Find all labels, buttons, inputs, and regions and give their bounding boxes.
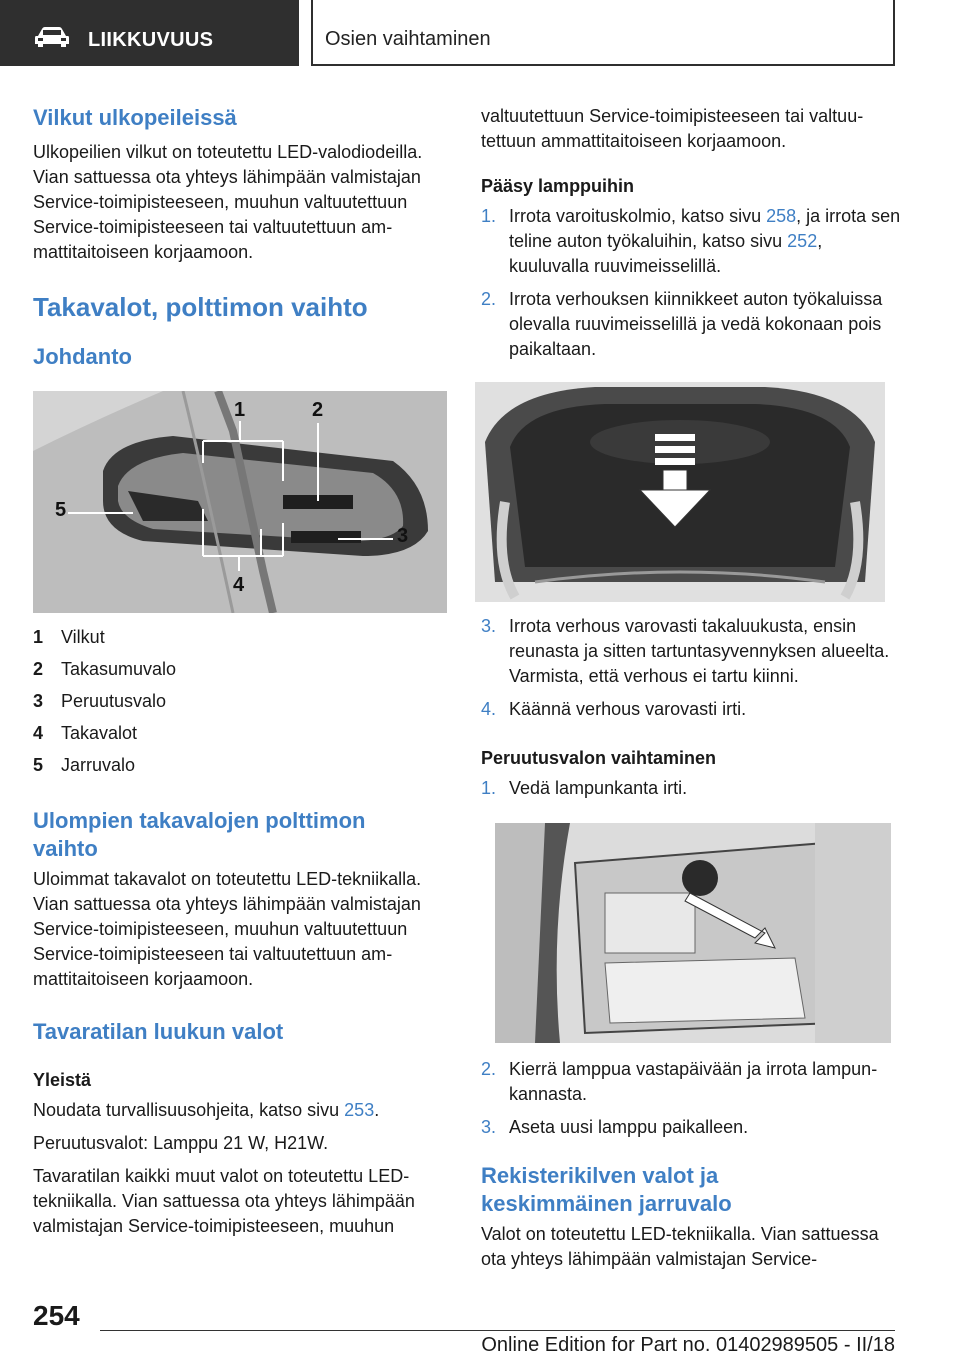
step-item <box>481 614 901 689</box>
continuation-text: valtuutettuun Service-toimipisteeseen tai valtuutettuun ammattitaitoiseen korjaamoon. <box>481 106 864 151</box>
right-column <box>481 98 901 1272</box>
legend-item <box>33 717 453 749</box>
peruutus-steps <box>481 1057 901 1140</box>
step-text: Vedä lampunkanta irti. <box>509 778 688 798</box>
step-item <box>481 1115 901 1140</box>
bulb-holder-illustration <box>495 823 891 1043</box>
legend-number: 1 <box>33 627 44 647</box>
yleista-safety <box>33 1098 453 1123</box>
step-text: Kierrä lamppua vastapäivään ja irrota lampunkannasta. <box>509 1059 878 1104</box>
vilkut-text: Ulkopeilien vilkut on toteutettu LED-valodiodeilla. Vian sattuessa ota yhteys lähimpään valmistajan Service-toimipisteeseen, muuhun valtuutettuun Service-toimipisteeseen tai valtuutettuun ammattitaitoiseen korjaamoon. <box>33 142 423 262</box>
johdanto-heading: Johdanto <box>33 344 132 369</box>
yleista-bulbs: Peruutusvalot: Lamppu 21 W, H21W. <box>33 1133 329 1153</box>
step-number: 3. <box>481 1117 497 1137</box>
vilkut-heading: Vilkut ulkopeileissä <box>33 105 237 130</box>
figure-label-5: 5 <box>55 499 67 521</box>
chapter-title: Osien vaihtaminen <box>325 28 491 50</box>
step-item <box>481 1057 901 1107</box>
legend-item <box>33 653 453 685</box>
paasy-steps-cont <box>481 614 901 722</box>
step-number: 4. <box>481 699 497 719</box>
step-text: Irrota verhouksen kiinnikkeet auton työkaluissa olevalla ruuvimeisselillä ja vedä kokonaan pois paikaltaan. <box>509 289 883 359</box>
page-link-252[interactable]: 252 <box>787 231 818 251</box>
figure-label-1: 1 <box>234 399 246 421</box>
page-link-258[interactable]: 258 <box>766 206 797 226</box>
step-number: 2. <box>481 289 497 309</box>
page-number: 254 <box>33 1300 80 1331</box>
peruutus-heading: Peruutusvalon vaihtaminen <box>481 748 717 768</box>
step-item <box>481 204 901 279</box>
step-text: Irrota verhous varovasti takaluukusta, ensin reunasta ja sitten tartuntasyvennyksen alueelta. Varmista, että verhous ei tartu kiinni. <box>509 616 890 686</box>
step-number: 2. <box>481 1059 497 1079</box>
step-text: Käännä verhous varovasti irti. <box>509 699 747 719</box>
step-number: 1. <box>481 778 497 798</box>
legend-number: 4 <box>33 723 44 743</box>
figure-label-3: 3 <box>397 525 409 547</box>
paasy-heading: Pääsy lamppuihin <box>481 176 635 196</box>
legend-number: 3 <box>33 691 44 711</box>
legend-text: Takavalot <box>61 723 138 743</box>
trunk-lid-figure <box>475 382 885 602</box>
bulb-holder-figure <box>495 823 891 1043</box>
ulompien-text: Uloimmat takavalot on toteutettu LED-tekniikalla. Vian sattuessa ota yhteys lähimpään valmistajan Service-toimipisteeseen, muuhun valtuutettuun Service-toimipisteeseen tai valtuutettuun ammattitaitoiseen korjaamoon. <box>33 869 422 989</box>
page-link-253[interactable]: 253 <box>344 1100 375 1120</box>
step-number: 3. <box>481 616 497 636</box>
paasy-steps <box>481 204 901 362</box>
chapter-header <box>311 0 895 66</box>
step-text: Irrota varoituskolmio, katso sivu <box>509 206 767 226</box>
safety-text-end: . <box>374 1100 380 1120</box>
left-column <box>33 98 453 1239</box>
yleista-led: Tavaratilan kaikki muut valot on toteutettu LED-tekniikalla. Vian sattuessa ota yhteys lähimpään valmistajan Service-toimipisteeseen, muuhun <box>33 1166 415 1236</box>
figure-label-4: 4 <box>233 574 245 596</box>
edition-text: Online Edition for Part no. 01402989505 - II/18 <box>481 1334 895 1356</box>
rekisteri-text: Valot on toteutettu LED-tekniikalla. Vian sattuessa ota yhteys lähimpään valmistajan Service- <box>481 1224 879 1269</box>
legend-text: Jarruvalo <box>61 755 136 775</box>
legend-number: 5 <box>33 755 44 775</box>
step-text: Aseta uusi lamppu paikalleen. <box>509 1117 749 1137</box>
yleista-heading: Yleistä <box>33 1070 92 1090</box>
figure-legend <box>33 621 453 781</box>
legend-text: Takasumuvalo <box>61 659 177 679</box>
legend-number: 2 <box>33 659 44 679</box>
step-text: , kuuluvalla ruuvimeisselillä. <box>509 231 823 276</box>
car-icon <box>34 26 70 48</box>
rekisteri-heading: Rekisterikilven valot ja keskimmäinen jarruvalo <box>481 1163 732 1216</box>
legend-item <box>33 749 453 781</box>
section-tab <box>0 0 299 66</box>
footer-divider <box>100 1330 895 1331</box>
step-item <box>481 776 901 801</box>
safety-text: Noudata turvallisuusohjeita, katso sivu <box>33 1100 345 1120</box>
legend-item <box>33 621 453 653</box>
step-item <box>481 287 901 362</box>
legend-text: Peruutusvalo <box>61 691 167 711</box>
figure-label-2: 2 <box>312 399 324 421</box>
peruutus-step-1 <box>481 776 901 801</box>
taillight-figure <box>33 391 447 613</box>
step-item <box>481 697 901 722</box>
takavalot-heading: Takavalot, polttimon vaihto <box>33 292 368 322</box>
section-title: LIIKKUVUUS <box>88 29 214 51</box>
step-number: 1. <box>481 206 497 226</box>
legend-item <box>33 685 453 717</box>
legend-text: Vilkut <box>61 627 105 647</box>
trunk-lid-illustration <box>475 382 885 602</box>
step-text: , ja irrota sen teline auton työkaluihin, katso sivu <box>509 206 901 251</box>
tavaratila-heading: Tavaratilan luukun valot <box>33 1019 284 1044</box>
ulompien-heading: Ulompien takavalojen polttimon vaihto <box>33 808 366 861</box>
